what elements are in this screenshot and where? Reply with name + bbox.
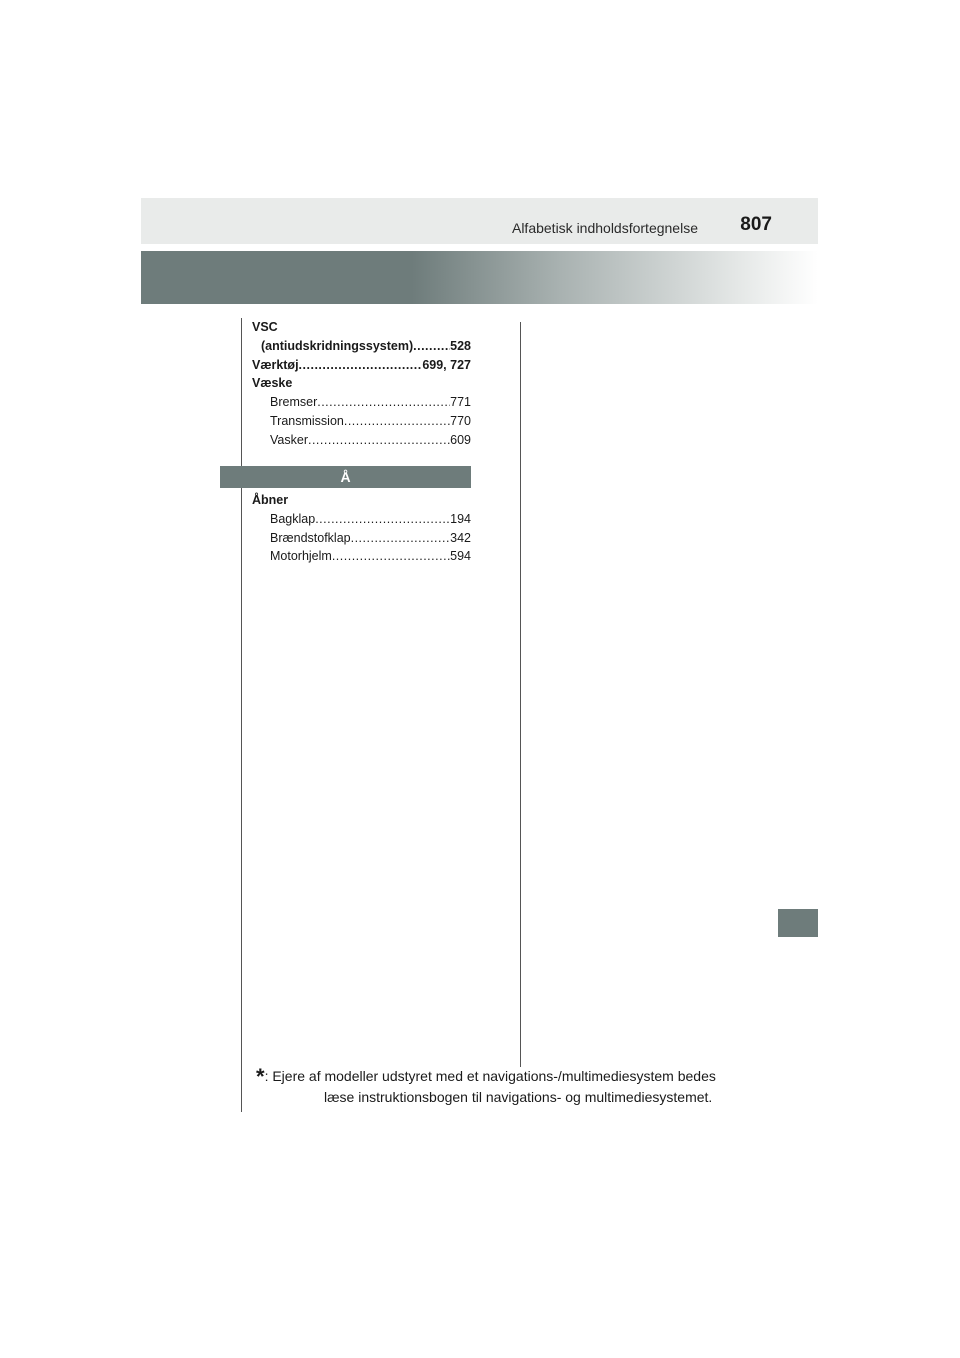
entry-page: 342 [450, 530, 471, 545]
chapter-side-tab [778, 909, 818, 937]
entry-term: Bremser [270, 395, 318, 410]
leader-dots [315, 510, 450, 529]
index-entry [252, 491, 471, 510]
page-number: 807 [740, 214, 772, 235]
entry-term: Motorhjelm [270, 549, 332, 564]
footnote-line-2: læse instruktionsbogen til navigations- og multimediesystemet. [324, 1089, 713, 1105]
entry-term: Værktøj [252, 357, 299, 372]
index-entry [252, 374, 471, 393]
leader-dots [351, 529, 451, 548]
index-entry [252, 318, 471, 337]
entry-term: Brændstofklap [270, 530, 351, 545]
page-header [141, 198, 818, 244]
entry-page: 771 [450, 395, 471, 410]
header-title: Alfabetisk indholdsfortegnelse [511, 220, 698, 236]
footnote-marker: * [256, 1064, 265, 1089]
index-entry [252, 337, 471, 356]
footnote-line-1: : Ejere af modeller udstyret med et navigations-/multimediesystem bedes [264, 1068, 716, 1084]
index-entry [252, 356, 471, 375]
leader-dots [344, 412, 450, 431]
entry-term: Væske [252, 376, 293, 391]
index-entry [252, 431, 471, 450]
leader-dots [413, 337, 450, 356]
entry-page: 699, 727 [422, 357, 471, 372]
leader-dots [317, 393, 450, 412]
entry-page: 528 [450, 338, 471, 353]
index-section-v [252, 318, 471, 450]
entry-term: Åbner [252, 493, 289, 507]
index-section-aa [252, 491, 471, 566]
index-entry [252, 510, 471, 529]
entry-term: Bagklap [270, 511, 316, 526]
section-letter-heading: Å [220, 466, 471, 488]
entry-page: 770 [450, 413, 471, 428]
entry-term: VSC [252, 320, 278, 334]
entry-page: 609 [450, 432, 471, 447]
entry-page: 194 [450, 511, 471, 526]
entry-term: Transmission [270, 413, 344, 428]
leader-dots [332, 547, 450, 566]
index-entry [252, 547, 471, 566]
entry-term: Vasker [270, 432, 308, 447]
entry-page: 594 [450, 549, 471, 564]
footnote [256, 1066, 756, 1107]
index-entry [252, 529, 471, 548]
leader-dots [299, 356, 423, 375]
index-entry [252, 412, 471, 431]
middle-column-rule [520, 322, 521, 1067]
entry-term: (antiudskridningssystem) [261, 338, 414, 353]
left-column-rule [241, 318, 242, 1112]
leader-dots [308, 431, 450, 450]
header-gradient-band [141, 251, 818, 304]
index-entry [252, 393, 471, 412]
